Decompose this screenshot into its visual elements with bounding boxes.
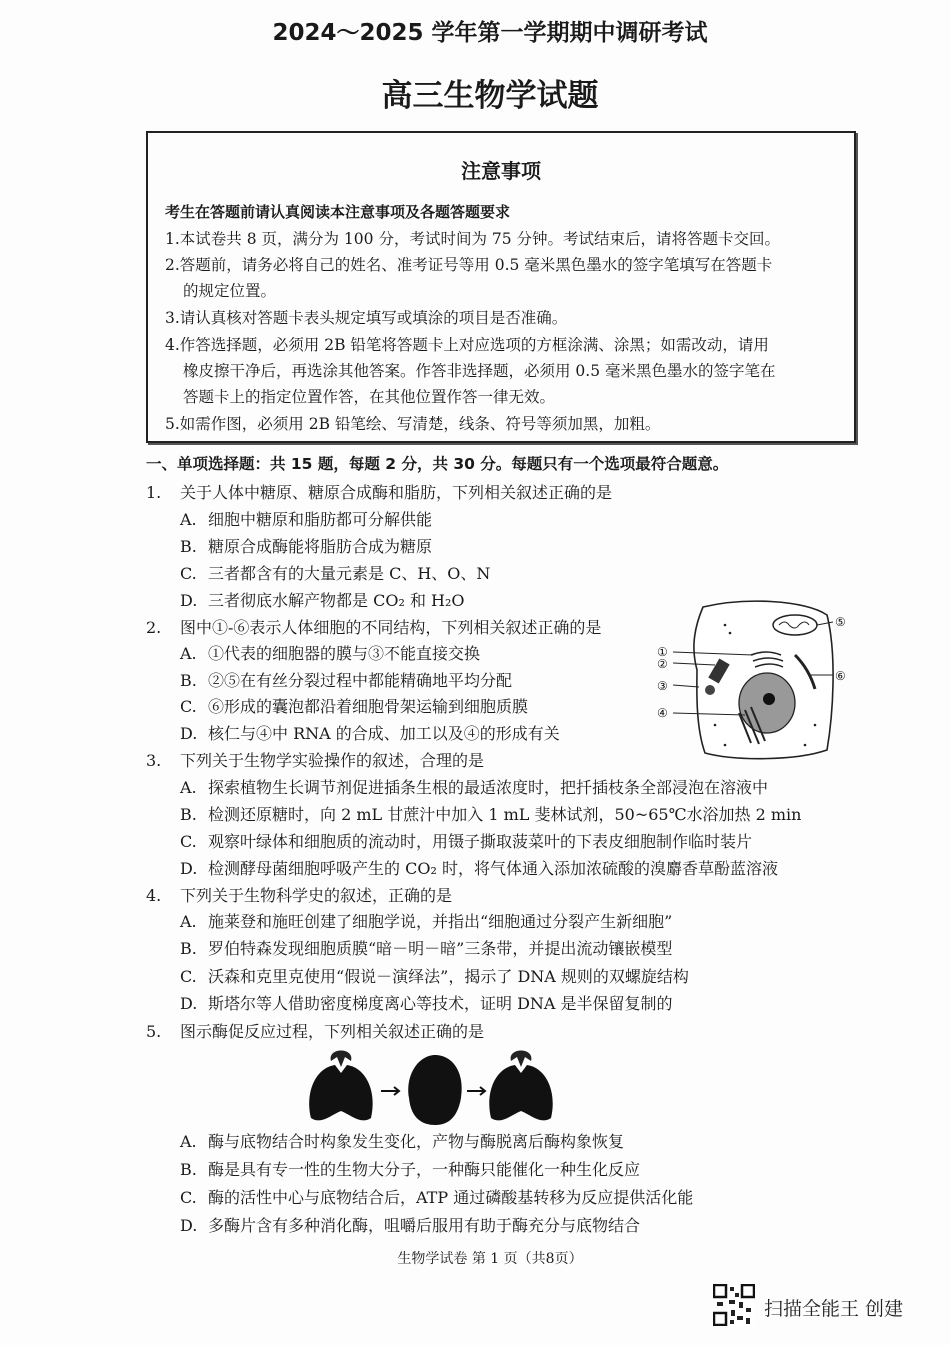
option xyxy=(180,964,689,987)
notice-line: 答题卡上的指定位置作答，在其他位置作答一律无效。 xyxy=(183,388,556,406)
option-text: 核仁与④中 RNA 的合成、加工以及④的形成有关 xyxy=(208,724,560,743)
option xyxy=(180,1157,640,1180)
question-number: 3. xyxy=(146,751,162,770)
enzyme-substrate-icon xyxy=(309,1051,372,1121)
option-label: B. xyxy=(180,1160,197,1179)
option-label: C. xyxy=(180,1188,197,1207)
question-stem xyxy=(146,883,452,906)
option-label: C. xyxy=(180,967,197,986)
figure-label: ③ xyxy=(657,679,668,693)
figure-label: ② xyxy=(657,657,668,671)
scanner-watermark: 扫描全能王 创建 xyxy=(764,1298,904,1320)
option-text: 探索植物生长调节剂促进插条生根的最适浓度时，把扦插枝条全部浸泡在溶液中 xyxy=(208,778,769,797)
option-label: C. xyxy=(180,697,197,716)
enzyme-complex-icon xyxy=(408,1055,461,1125)
question-stem xyxy=(146,615,601,638)
option-label: D. xyxy=(180,724,198,743)
option-text: 三者都含有的大量元素是 C、H、O、N xyxy=(208,564,491,583)
option xyxy=(180,588,465,611)
option-text: 检测还原糖时，向 2 mL 甘蔗汁中加入 1 mL 斐林试剂，50~65℃水浴加热 2 min xyxy=(208,805,802,824)
exam-header: 2024～2025 学年第一学期期中调研考试 xyxy=(272,20,708,46)
option-text: 酶的活性中心与底物结合后，ATP 通过磷酸基转移为反应提供活化能 xyxy=(208,1188,694,1207)
option-label: D. xyxy=(180,1216,198,1235)
figure-label: ④ xyxy=(657,706,668,720)
option-text: 多酶片含有多种消化酶，咀嚼后服用有助于酶充分与底物结合 xyxy=(208,1216,641,1235)
option-text: ②⑤在有丝分裂过程中都能精确地平均分配 xyxy=(208,671,513,690)
question-text: 下列关于生物学实验操作的叙述，合理的是 xyxy=(180,751,485,770)
question-number: 5. xyxy=(146,1022,162,1041)
option-label: B. xyxy=(180,805,197,824)
page-footer: 生物学试卷 第 1 页（共8页） xyxy=(397,1251,583,1267)
qr-code-icon xyxy=(713,1284,755,1326)
option xyxy=(180,775,768,798)
notice-title: 注意事项 xyxy=(461,159,541,183)
option-text: 检测酵母菌细胞呼吸产生的 CO₂ 时，将气体通入添加浓硫酸的溴麝香草酚蓝溶液 xyxy=(208,859,778,878)
option-label: A. xyxy=(180,778,197,797)
option-text: 细胞中糖原和脂肪都可分解供能 xyxy=(208,510,433,529)
question-stem xyxy=(146,748,484,771)
figure-label: ⑥ xyxy=(835,669,846,683)
option xyxy=(180,1129,624,1152)
option xyxy=(180,909,672,932)
question-text: 下列关于生物科学史的叙述，正确的是 xyxy=(180,886,453,905)
option-label: C. xyxy=(180,832,197,851)
option xyxy=(180,534,432,557)
option-label: B. xyxy=(180,537,197,556)
question-text: 图示酶促反应过程，下列相关叙述正确的是 xyxy=(180,1022,485,1041)
question-text: 图中①-⑥表示人体细胞的不同结构，下列相关叙述正确的是 xyxy=(180,618,602,637)
option-text: 斯塔尔等人借助密度梯度离心等技术，证明 DNA 是半保留复制的 xyxy=(208,994,673,1013)
option-label: A. xyxy=(180,644,197,663)
option xyxy=(180,668,512,691)
question-stem xyxy=(146,1019,484,1042)
question-number: 1. xyxy=(146,483,162,502)
option-text: 沃森和克里克使用“假说－演绎法”，揭示了 DNA 规则的双螺旋结构 xyxy=(208,967,689,986)
option-label: A. xyxy=(180,510,197,529)
notice-line: 4.作答选择题，必须用 2B 铅笔将答题卡上对应选项的方框涂满、涂黑；如需改动，请用 xyxy=(165,336,769,354)
option-label: D. xyxy=(180,591,198,610)
option xyxy=(180,641,480,664)
option-label: A. xyxy=(180,1132,197,1151)
option-label: A. xyxy=(180,912,197,931)
figure-label: ① xyxy=(657,645,668,659)
option xyxy=(180,694,528,717)
option-label: D. xyxy=(180,994,198,1013)
option-text: 罗伯特森发现细胞质膜“暗－明－暗”三条带，并提出流动镶嵌模型 xyxy=(208,939,673,958)
option xyxy=(180,507,432,530)
option-label: B. xyxy=(180,939,197,958)
option-label: C. xyxy=(180,564,197,583)
arrow-icon xyxy=(467,1087,485,1095)
option xyxy=(180,936,672,959)
option xyxy=(180,561,490,584)
animal-cell-diagram xyxy=(655,595,855,765)
enzyme-product-icon xyxy=(489,1051,552,1121)
exam-title: 高三生物学试题 xyxy=(381,78,599,114)
enzyme-reaction-figure xyxy=(305,1043,565,1128)
notice-line: 3.请认真核对答题卡表头规定填写或填涂的项目是否准确。 xyxy=(165,309,568,327)
notice-line: 1.本试卷共 8 页，满分为 100 分，考试时间为 75 分钟。考试结束后，请将答题卡交回。 xyxy=(165,230,781,248)
option xyxy=(180,856,778,879)
option xyxy=(180,1185,693,1208)
question-text: 关于人体中糖原、糖原合成酶和脂肪，下列相关叙述正确的是 xyxy=(180,483,613,502)
option xyxy=(180,1213,640,1236)
notice-line: 5.如需作图，必须用 2B 铅笔绘、写清楚，线条、符号等须加黑，加粗。 xyxy=(165,415,661,433)
notice-line: 2.答题前，请务必将自己的姓名、准考证号等用 0.5 毫米黑色墨水的签字笔填写在答题卡 xyxy=(165,256,773,274)
option-text: ⑥形成的囊泡都沿着细胞骨架运输到细胞质膜 xyxy=(208,697,529,716)
option-text: ①代表的细胞器的膜与③不能直接交换 xyxy=(208,644,481,663)
question-number: 2. xyxy=(146,618,162,637)
option xyxy=(180,991,673,1014)
question-number: 4. xyxy=(146,886,162,905)
notice-intro: 考生在答题前请认真阅读本注意事项及各题答题要求 xyxy=(165,203,511,221)
option-label: B. xyxy=(180,671,197,690)
section-heading: 一、单项选择题：共 15 题，每题 2 分，共 30 分。每题只有一个选项最符合题意。 xyxy=(146,455,729,473)
option-text: 酶与底物结合时构象发生变化，产物与酶脱离后酶构象恢复 xyxy=(208,1132,625,1151)
option-label: D. xyxy=(180,859,198,878)
notice-line: 的规定位置。 xyxy=(183,282,277,300)
option xyxy=(180,829,752,852)
option-text: 观察叶绿体和细胞质的流动时，用镊子撕取菠菜叶的下表皮细胞制作临时装片 xyxy=(208,832,753,851)
figure-label: ⑤ xyxy=(835,615,846,629)
question-stem xyxy=(146,480,612,503)
option-text: 三者彻底水解产物都是 CO₂ 和 H₂O xyxy=(208,591,465,610)
option-text: 糖原合成酶能将脂肪合成为糖原 xyxy=(208,537,433,556)
option xyxy=(180,721,560,744)
option-text: 酶是具有专一性的生物大分子，一种酶只能催化一种生化反应 xyxy=(208,1160,641,1179)
option-text: 施莱登和施旺创建了细胞学说，并指出“细胞通过分裂产生新细胞” xyxy=(208,912,673,931)
arrow-icon xyxy=(381,1087,399,1095)
notice-line: 橡皮擦干净后，再选涂其他答案。作答非选择题，必须用 0.5 毫米黑色墨水的签字笔在 xyxy=(183,362,776,380)
notice-box xyxy=(146,131,856,443)
option xyxy=(180,802,801,825)
